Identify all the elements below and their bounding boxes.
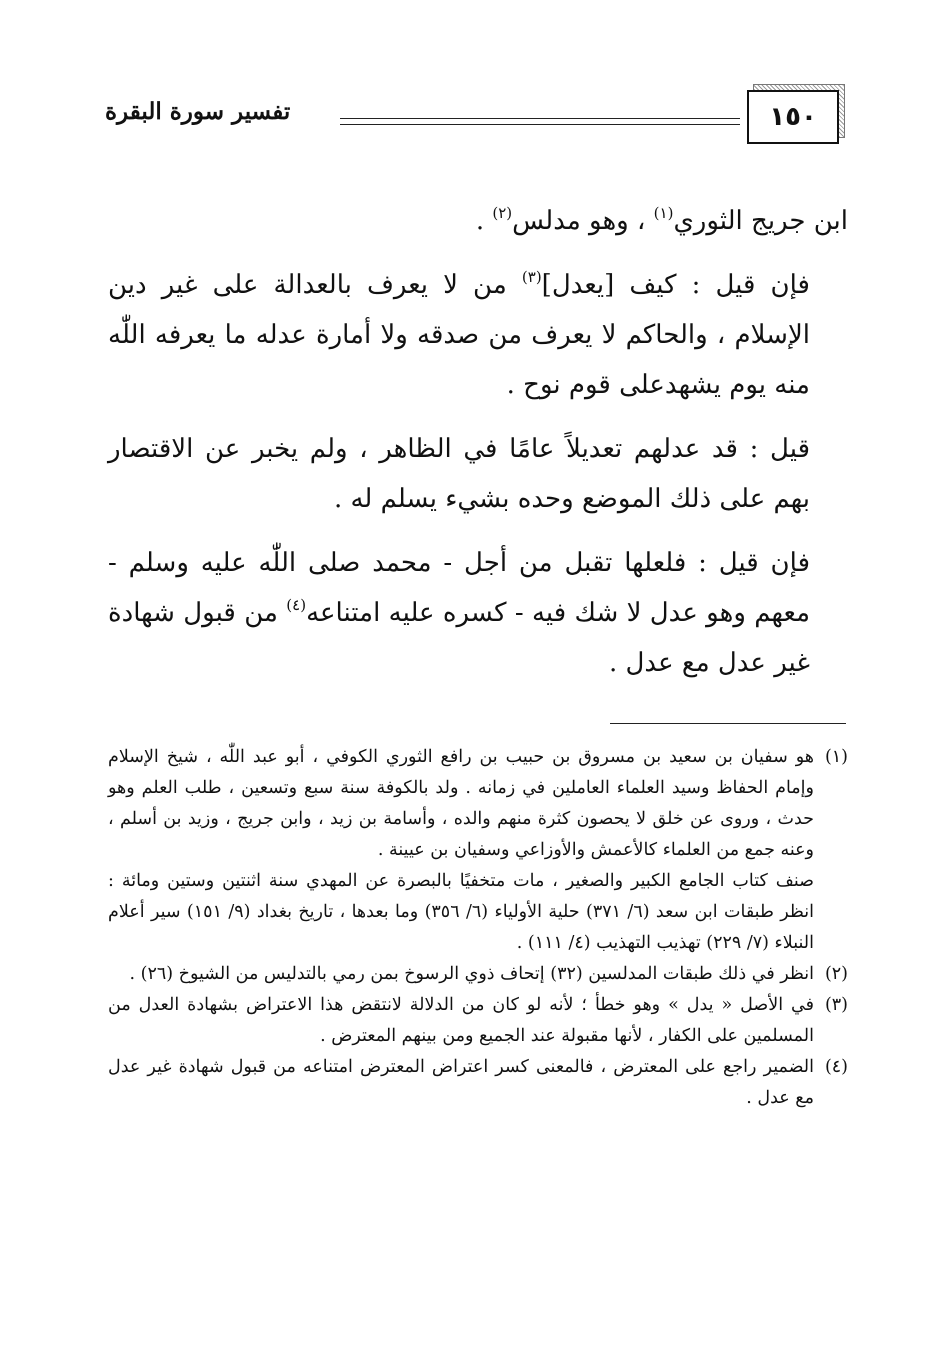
footnote-number: (٢) <box>824 964 848 984</box>
paragraph-1-text-a: ابن جريج الثوري <box>673 206 848 236</box>
page-number: ١٥٠ <box>747 90 839 144</box>
footnote-ref-2[interactable]: (٢) <box>492 204 513 222</box>
footnote-text: الضمير راجع على المعترض ، فالمعنى كسر اعتراض المعترض امتناعه من قبول شهادة غير عدل مع عدل . <box>108 1057 814 1108</box>
paragraph-1-text-b: ، وهو مدلس <box>512 206 654 236</box>
paragraph-2-text-a: فإن قيل : كيف [يعدل] <box>541 270 810 300</box>
footnote-1 <box>108 742 848 866</box>
footnote-1-continuation: صنف كتاب الجامع الكبير والصغير ، مات متخفيًا بالبصرة عن المهدي سنة اثنتين وستين ومائة : انظر طبقات ابن سعد (٦/ ٣٧١) حلية الأولياء (٦/ ٣٥٦) وما بعدها ، تاريخ بغداد (٩/ ١٥١) سير أعلام النبلاء (٧/ ٢٢٩) تهذيب التهذيب (٤/ ١١١) . <box>108 871 815 953</box>
paragraph-1 <box>108 196 848 246</box>
paragraph-2 <box>108 260 848 410</box>
running-title: تفسير سورة البقرة <box>105 98 291 125</box>
footnote-ref-3[interactable]: (٣) <box>521 268 542 286</box>
footnote-ref-4[interactable]: (٤) <box>286 596 307 614</box>
footnote-text: انظر في ذلك طبقات المدلسين (٣٢) إتحاف ذوي الرسوخ بمن رمي بالتدليس من الشيوخ (٢٦) . <box>129 964 814 984</box>
footnotes <box>108 742 848 1114</box>
footnote-2 <box>108 959 848 990</box>
footnote-separator <box>610 723 846 724</box>
page-header <box>105 84 845 154</box>
footnote-text: في الأصل « يدل » وهو خطأ ؛ لأنه لو كان من الدلالة لانتقض هذا الاعتراض بشهادة العدل من المسلمين على الكفار ، لأنها مقبولة عند الجميع ومن بينهم المعترض . <box>108 995 814 1046</box>
footnote-text: هو سفيان بن سعيد بن مسروق بن حبيب بن رافع الثوري الكوفي ، أبو عبد اللّٰه ، شيخ الإسلام وإمام الحفاظ وسيد العلماء العاملين في زمانه . ولد بالكوفة سنة سبع وتسعين ، طلب العلم وهو حدث ، وروى عن خلق لا يحصون كثرة منهم والده ، وأسامة بن زيد ، وابن جريج ، وزيد بن أسلم ، وعنه جمع من العلماء كالأعمش والأوزاعي وسفيان بن عيينة . <box>108 747 814 860</box>
header-rule <box>340 118 740 125</box>
paragraph-4 <box>108 538 848 688</box>
paragraph-1-text-c: . <box>475 206 493 236</box>
footnote-ref-1[interactable]: (١) <box>653 204 674 222</box>
paragraph-3: قيل : قد عدلهم تعديلاً عامًا في الظاهر ، ولم يخبر عن الاقتصار بهم على ذلك الموضع وحده بشيء يسلم له . <box>108 434 810 514</box>
paragraph-4-text-b: من قبول شهادة غير عدل مع عدل . <box>108 598 810 678</box>
paragraph-2-text-b: من لا يعرف بالعدالة على غير دين الإسلام ، والحاكم لا يعرف من صدقه ولا أمارة عدله ما يعرفه اللّٰه منه يوم يشهدعلى قوم نوح . <box>108 270 810 400</box>
footnote-number: (١) <box>824 747 848 767</box>
footnote-3 <box>108 990 848 1052</box>
footnote-number: (٣) <box>824 995 848 1015</box>
paragraph-4-text-a: فإن قيل : فلعلها تقبل من أجل - محمد صلى اللّٰه عليه وسلم - معهم وهو عدل لا شك فيه - كسره عليه امتناعه <box>108 548 810 628</box>
footnote-4 <box>108 1052 848 1114</box>
main-text <box>108 196 848 702</box>
footnote-number: (٤) <box>824 1057 848 1077</box>
